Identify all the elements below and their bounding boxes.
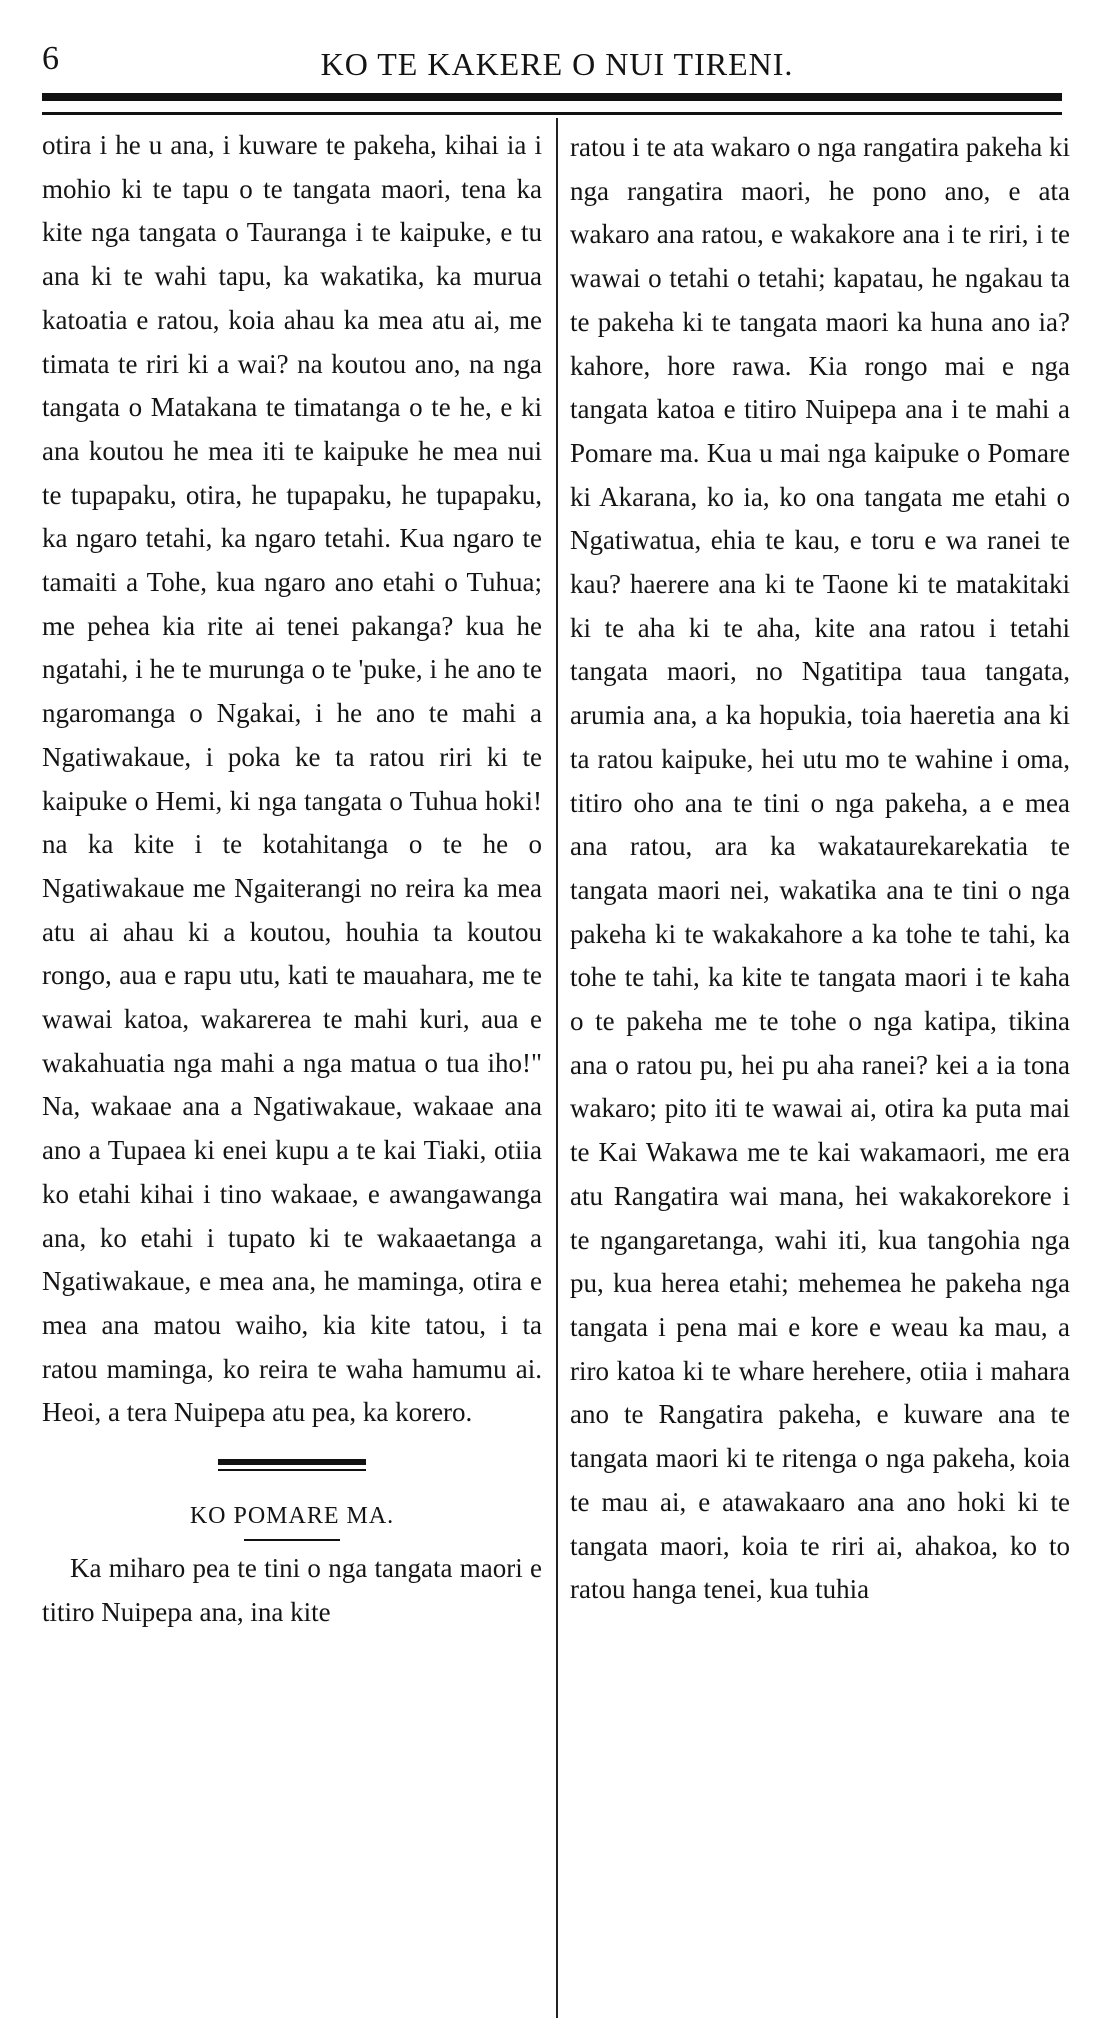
left-paragraph-1: otira i he u ana, i kuware te pakeha, kihai ia i mohio ki te tapu o te tangata maori, tena ka kite nga tangata o Tauranga i te kaipuke, e tu ana ki te wahi tapu, ka wakatika, ka murua katoatia e ratou, koia ahau ka mea atu ai, me timata te riri ki a wai? na koutou ano, na nga tangata o Matakana te timatanga o te he, e ki ana koutou he mea iti te kaipuke he mea nui te tupapaku, otira, he tupapaku, he tupapaku, ka ngaro tetahi, ka ngaro tetahi. Kua ngaro te tamaiti a Tohe, kua ngaro ano etahi o Tuhua; me pehea kia rite ai tenei pakanga? kua he ngatahi, i he te murunga o te 'puke, i he ano te ngaromanga o Ngakai, i he ano te mahi a Ngatiwakaue, i poka ke ta ratou riri ki te kaipuke o Hemi, ki nga tangata o Tuhua hoki! na ka kite i te kotahitanga o te he o Ngatiwakaue me Ngaiterangi no reira ka mea atu ai ahau ki a koutou, houhia ta koutou rongo, aua e rapu utu, kati te mauahara, me te wawai katoa, wakarerea te mahi kuri, aua e wakahuatia nga mahi a nga matua o tua iho!" Na, wakaae ana a Ngatiwakaue, wakaae ana ano a Tupaea ki enei kupu a te kai Tiaki, otiia ko etahi kihai i tino wakaae, e awangawanga ana, ko etahi i tupato ki te wakaaetanga a Ngatiwakaue, e mea ana, he maminga, otira e mea ana matou waiho, kia kite tatou, i ta ratou maminga, ko reira te waha hamumu ai. Heoi, a tera Nuipepa atu pea, ka korero. bbox=[42, 130, 542, 1428]
divider-thin-line bbox=[218, 1469, 366, 1471]
section-heading: KO POMARE MA. bbox=[189, 1503, 395, 1530]
divider-thick-line bbox=[218, 1459, 366, 1465]
left-column bbox=[42, 124, 542, 1635]
header-rule-thin bbox=[42, 112, 1062, 115]
header-rule-thick bbox=[42, 93, 1062, 101]
section-heading-rule bbox=[244, 1539, 340, 1541]
page-number: 6 bbox=[42, 40, 59, 77]
page-title: KO TE KAKERE O NUI TIRENI. bbox=[320, 46, 794, 82]
section-divider bbox=[218, 1459, 366, 1471]
right-column bbox=[570, 126, 1070, 1612]
column-divider bbox=[556, 118, 558, 2018]
left-paragraph-2: Ka miharo pea te tini o nga tangata maori e titiro Nuipepa ana, ina kite bbox=[42, 1553, 542, 1627]
right-paragraph-1: ratou i te ata wakaro o nga rangatira pakeha ki nga rangatira maori, he pono ano, e ata wakaro ana ratou, e wakakore ana i te riri, i te wawai o tetahi o tetahi; kapatau, he ngakau ta te pakeha ki te tangata maori ka huna ano ia? kahore, hore rawa. Kia rongo mai e nga tangata katoa e titiro Nuipepa ana i te mahi a Pomare ma. Kua u mai nga kaipuke o Pomare ki Akarana, ko ia, ko ona tangata me etahi o Ngatiwatua, ehia te kau, e toru e wa ranei te kau? haerere ana ki te Taone ki te matakitaki ki te aha ki te aha, kite ana ratou i tetahi tangata maori, no Ngatitipa taua tangata, arumia ana, a ka hopukia, toia haeretia ana ki ta ratou kaipuke, hei utu mo te wahine i oma, titiro oho ana te tini o nga pakeha, a e mea ana ratou, ara ka wakataurekarekatia te tangata maori nei, wakatika ana te tini o nga pakeha ki te wakakahore a ka tohe te tahi, ka tohe te tahi, ka kite te tangata maori i te kaha o te pakeha me te tohe o nga katipa, tikina ana o ratou pu, hei pu aha ranei? kei a ia tona wakaro; pito iti te wawai ai, otira ka puta mai te Kai Wakawa me te kai wakamaori, me era atu Rangatira wai mana, hei wakakorekore i te ngangaretanga, wahi iti, kua tangohia nga pu, kua herea etahi; mehemea he pakeha nga tangata i pena mai e kore e weau ka mau, a riro katoa ki te whare herehere, otiia i mahara ano te Rangatira pakeha, e kuware ana te tangata maori ki te ritenga o nga pakeha, koia te mau ai, e atawakaaro ana ano hoki ki te tangata maori, koia te riri ai, ahakoa, ko to ratou hanga tenei, kua tuhia bbox=[570, 132, 1071, 1605]
